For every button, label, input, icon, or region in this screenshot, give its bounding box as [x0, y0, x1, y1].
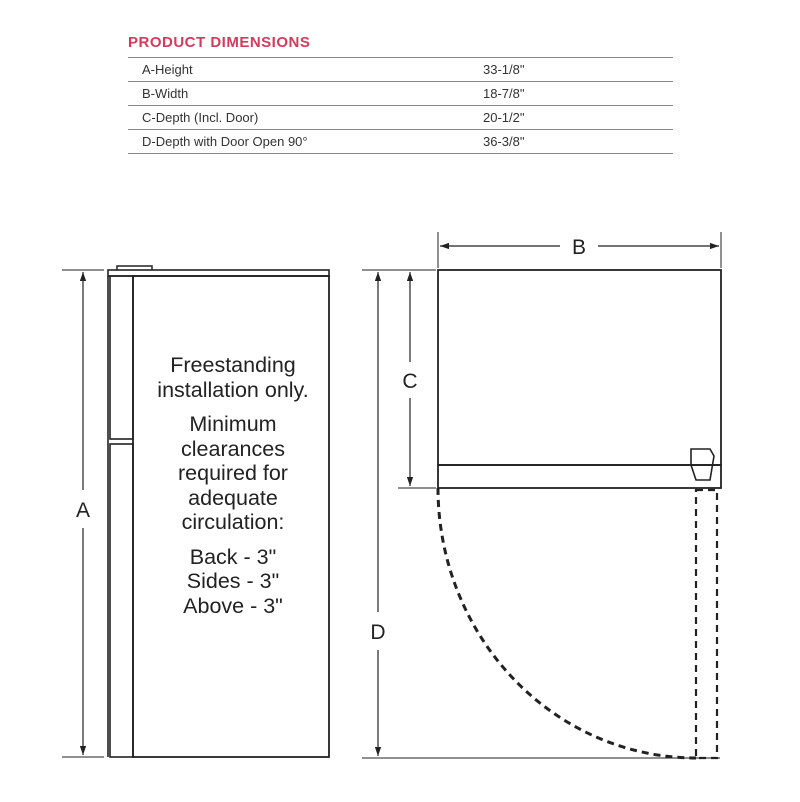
note-line: adequate: [188, 485, 278, 510]
dimension-label: C-Depth (Incl. Door): [128, 106, 471, 130]
installation-note: [138, 353, 328, 618]
dimension-b-label: B: [571, 236, 587, 259]
note-line: Sides - 3": [186, 569, 280, 593]
note-line: required for: [178, 461, 288, 485]
dimension-c-label: C: [402, 370, 418, 393]
dimension-d-label: D: [370, 621, 386, 644]
dimension-label: A-Height: [128, 58, 471, 82]
note-line: installation only.: [157, 377, 309, 402]
dimension-value: 20-1/2": [471, 106, 673, 130]
dimension-value: 33-1/8": [471, 58, 673, 82]
dimension-value: 18-7/8": [471, 82, 673, 106]
dimension-a-label: A: [75, 499, 91, 522]
note-line: circulation:: [181, 510, 285, 534]
fridge-top-view: [438, 270, 721, 488]
note-line: Freestanding: [170, 353, 296, 377]
dimension-value: 36-3/8": [471, 130, 673, 154]
note-line: Above - 3": [183, 593, 283, 618]
note-line: clearances: [181, 436, 285, 461]
dimension-d: [362, 270, 720, 758]
dimension-label: B-Width: [128, 82, 471, 106]
dimension-c: [398, 270, 436, 488]
note-line: Back - 3": [189, 544, 277, 569]
note-line: Minimum: [189, 412, 277, 436]
dimension-a: [62, 270, 104, 757]
dimension-b: [438, 232, 721, 268]
door-swing-path: [438, 488, 717, 758]
dimensions-title: PRODUCT DIMENSIONS: [128, 34, 311, 51]
dimension-label: D-Depth with Door Open 90°: [128, 130, 471, 154]
